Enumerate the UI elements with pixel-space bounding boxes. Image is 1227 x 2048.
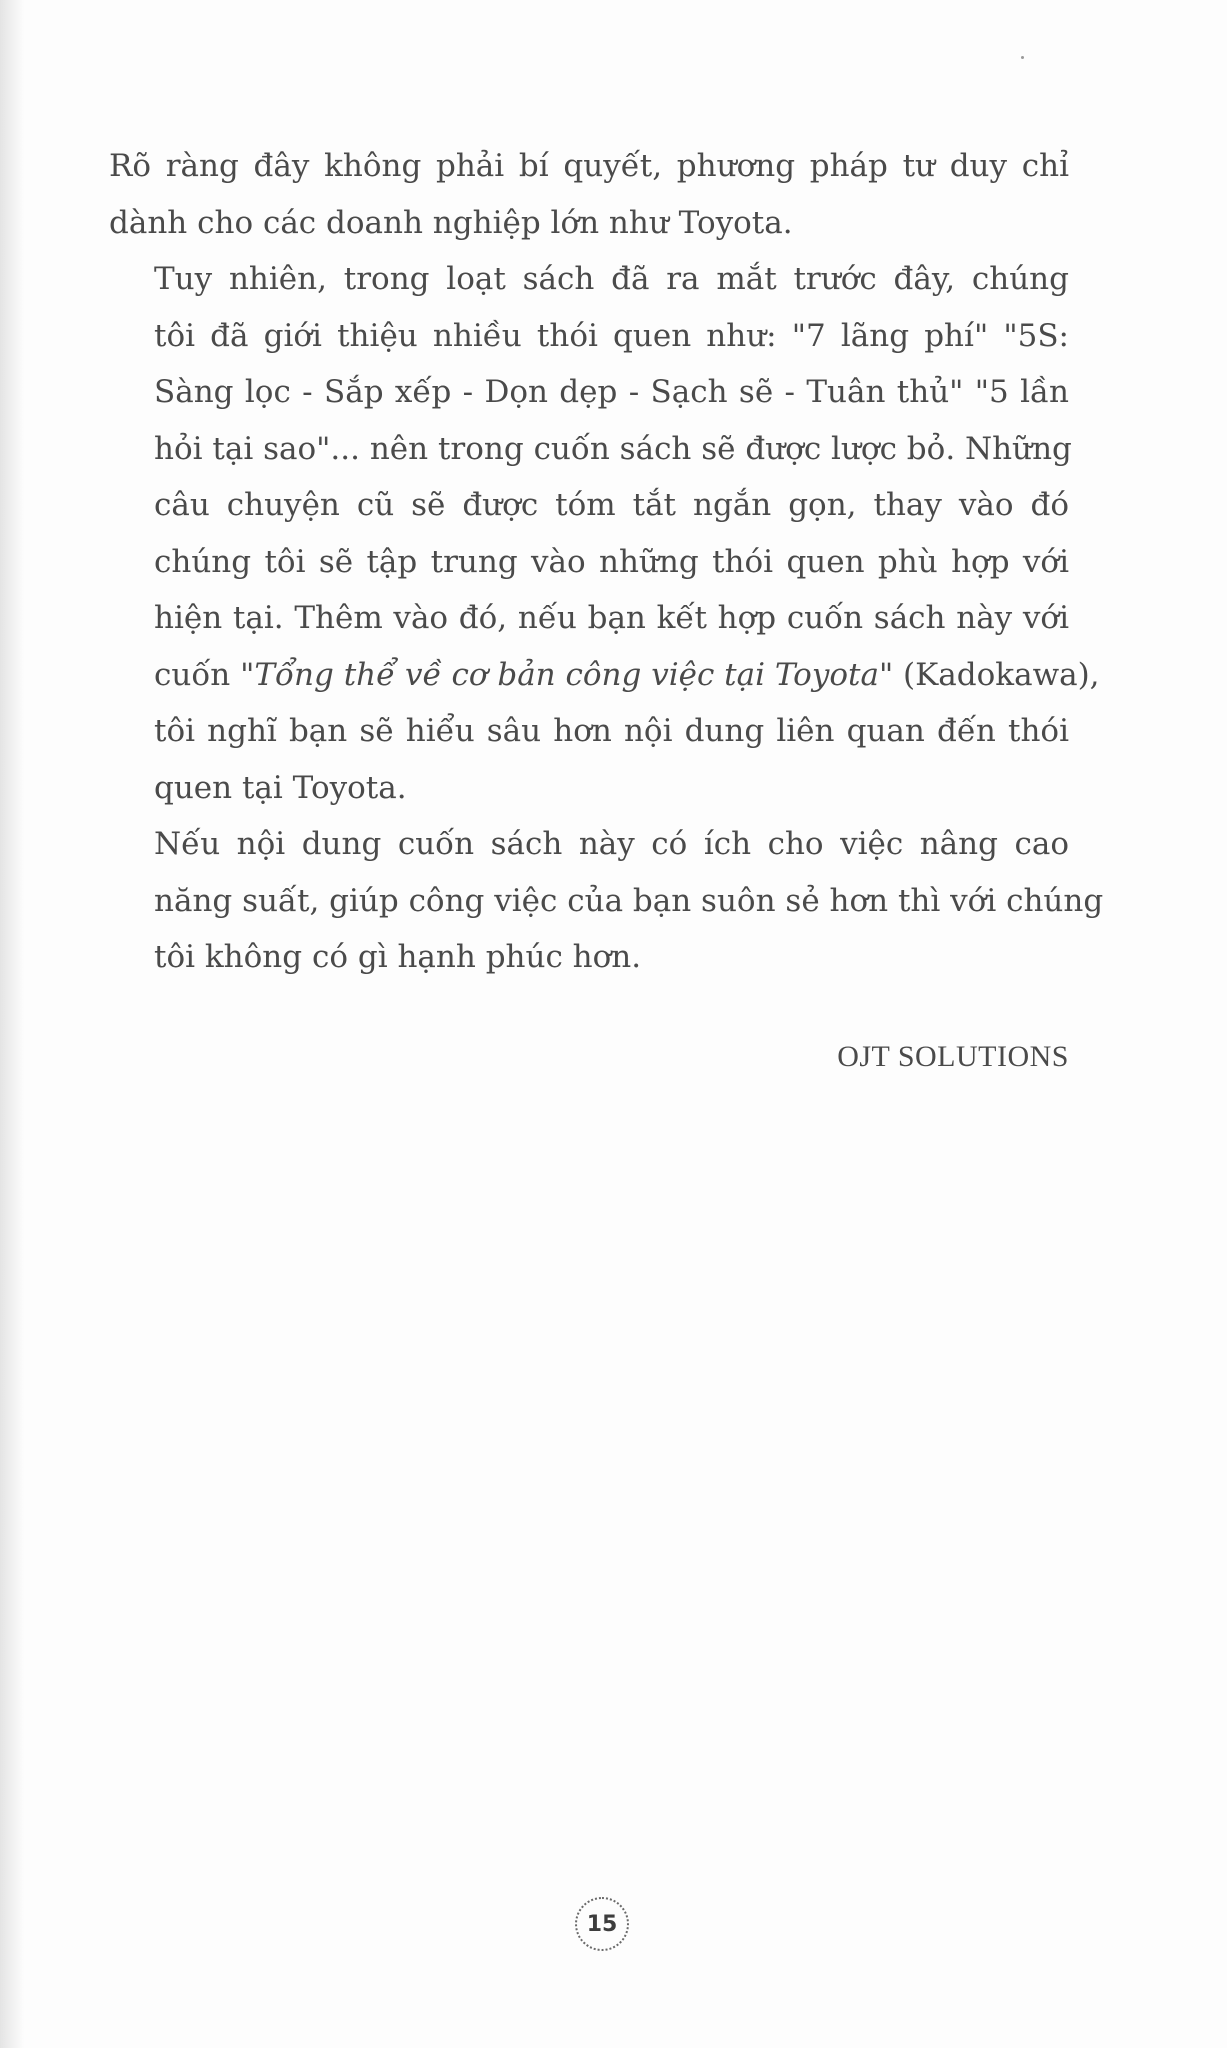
text-segment: hiện tại. Thêm vào đó, nếu bạn kết hợp cuốn sách này với (154, 600, 1069, 636)
text-segment: năng suất, giúp công việc của bạn suôn sẻ hơn thì với chúng (154, 882, 1104, 919)
text-segment: quen tại Toyota. (154, 769, 407, 806)
page-number: 15 (575, 1897, 629, 1951)
text-line (109, 534, 1069, 591)
text-line (109, 590, 1069, 647)
text-line (109, 195, 1069, 252)
paragraph (109, 138, 1069, 251)
text-segment: (Kadokawa), (893, 656, 1100, 693)
book-title-italic: "Tổng thể về cơ bản công việc tại Toyota" (240, 656, 894, 693)
paragraph (109, 816, 1104, 986)
text-segment: câu chuyện cũ sẽ được tóm tắt ngắn gọn, thay vào đó (154, 487, 1069, 523)
text-line (109, 308, 1069, 365)
text-line (109, 647, 1100, 704)
text-segment: Tuy nhiên, trong loạt sách đã ra mắt trước đây, chúng (154, 261, 1069, 297)
text-line (109, 873, 1104, 930)
text-segment: chúng tôi sẽ tập trung vào những thói quen phù hợp với (154, 543, 1069, 580)
scan-edge-shadow (0, 0, 24, 2048)
text-segment: Sàng lọc - Sắp xếp - Dọn dẹp - Sạch sẽ - Tuân thủ" "5 lần (154, 374, 1069, 410)
text-segment: hỏi tại sao"... nên trong cuốn sách sẽ được lược bỏ. Những (154, 430, 1072, 467)
text-segment: tôi đã giới thiệu nhiều thói quen như: "7 lãng phí" "5S: (154, 317, 1069, 354)
text-line (109, 251, 1069, 308)
author-signature: OJT SOLUTIONS (837, 1040, 1069, 1073)
body-text (109, 138, 1104, 986)
text-line (109, 703, 1069, 760)
text-line (109, 138, 1069, 195)
text-line (109, 421, 1072, 478)
paragraph (109, 251, 1100, 816)
text-segment: tôi không có gì hạnh phúc hơn. (154, 939, 642, 975)
text-segment: Rõ ràng đây không phải bí quyết, phương pháp tư duy chỉ (109, 148, 1069, 184)
scan-speck (1021, 56, 1024, 59)
text-line (109, 364, 1069, 421)
text-line (109, 816, 1069, 873)
text-segment: Nếu nội dung cuốn sách này có ích cho việc nâng cao (154, 826, 1069, 862)
text-segment: dành cho các doanh nghiệp lớn như Toyota. (109, 204, 793, 241)
text-line (109, 929, 1069, 986)
text-segment: tôi nghĩ bạn sẽ hiểu sâu hơn nội dung liên quan đến thói (154, 713, 1069, 749)
text-line (109, 760, 1069, 817)
text-segment: cuốn (154, 656, 241, 693)
text-line (109, 477, 1069, 534)
